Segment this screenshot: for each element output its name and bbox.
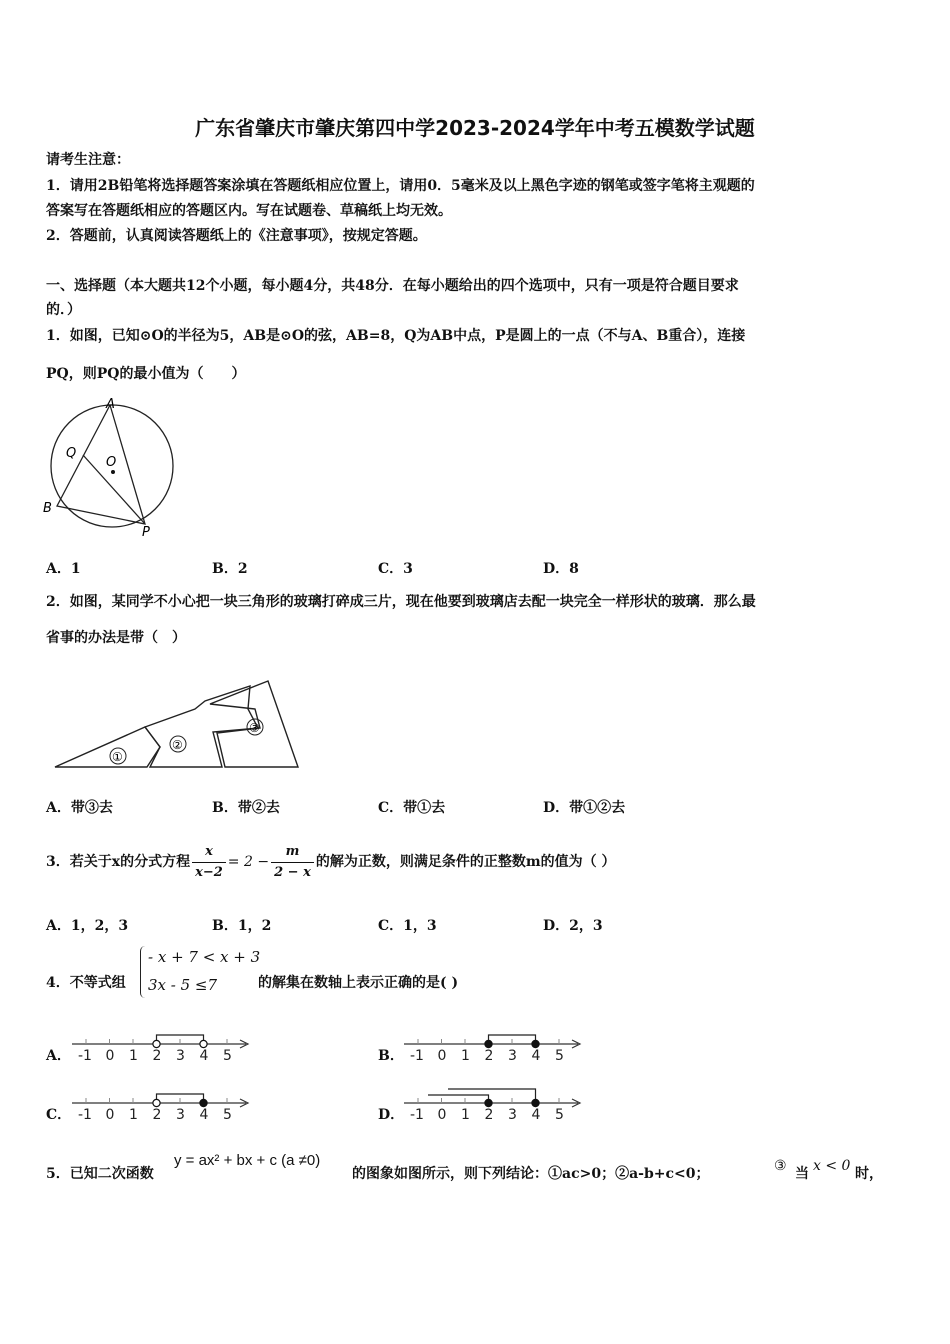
q5-tail-end: 时， xyxy=(855,1166,883,1182)
endpoint-left xyxy=(485,1040,492,1047)
q1-option-a: A．1 xyxy=(46,561,81,577)
q4-option-a-label: A． xyxy=(46,1048,71,1064)
label-b: B xyxy=(43,501,52,516)
endpoint-left xyxy=(153,1099,160,1106)
q4-ineq-2: 3x - 5 ≤7 xyxy=(148,976,218,994)
q4-numberline-b xyxy=(402,1024,587,1066)
q4-option-c-label: C． xyxy=(46,1107,72,1123)
q1-circle-figure xyxy=(42,396,182,541)
label-q: Q xyxy=(66,446,77,461)
q5-tail-circle: ③ xyxy=(774,1158,787,1174)
q3-option-a: A．1，2，3 xyxy=(46,918,129,934)
notice-line-1: 1．请用2B铅笔将选择题答案涂填在答题纸相应位置上，请用0．5毫米及以上黑色字迹的钢笔或签字笔将主观题的 xyxy=(46,178,755,194)
tick-label: 0 xyxy=(105,1107,115,1123)
tick-label: -1 xyxy=(410,1048,424,1064)
page-title: 广东省肇庆市肇庆第四中学2023-2024学年中考五模数学试题 xyxy=(195,116,755,140)
q2-option-a: A．带③去 xyxy=(46,800,113,816)
q4-ineq-1: - x + 7 < x + 3 xyxy=(148,948,261,966)
q3-mid: = 2 − xyxy=(227,854,270,870)
tick-label: 2 xyxy=(152,1107,162,1123)
tick-label: 1 xyxy=(461,1048,470,1064)
tick-label: 4 xyxy=(531,1048,541,1064)
center-point xyxy=(111,470,115,474)
q3-stem xyxy=(46,832,616,892)
q2-option-b: B．带②去 xyxy=(212,800,280,816)
piece-2 xyxy=(145,686,258,767)
endpoint-right xyxy=(532,1040,539,1047)
q4-option-d-label: D． xyxy=(378,1107,405,1123)
q2-glass-figure xyxy=(50,676,310,776)
q1-line-2: PQ，则PQ的最小值为（ ） xyxy=(46,366,246,382)
tick-label: 1 xyxy=(129,1048,138,1064)
q5-mid: 的图象如图所示，则下列结论：①ac>0；②a-b+c<0； xyxy=(352,1166,710,1182)
tick-label: 1 xyxy=(461,1107,470,1123)
q5-prefix: 5．已知二次函数 xyxy=(46,1166,154,1182)
label-a: A xyxy=(106,397,115,412)
label-1: ① xyxy=(112,750,123,764)
q4-option-b-label: B． xyxy=(378,1048,404,1064)
label-p: P xyxy=(142,525,150,540)
notice-line-2: 答案写在答题纸相应的答题区内。写在试题卷、草稿纸上均无效。 xyxy=(46,203,452,219)
solution-ray-left xyxy=(428,1095,489,1103)
q3-fraction-1: $\frac{x}{x-2}$ xyxy=(192,842,226,883)
tick-label: 0 xyxy=(437,1048,447,1064)
q2-option-d: D．带①②去 xyxy=(543,800,626,816)
tick-label: 3 xyxy=(508,1107,517,1123)
q4-brace xyxy=(140,946,145,998)
section1-line-1: 一、选择题（本大题共12个小题，每小题4分，共48分．在每小题给出的四个选项中，只有一项是符合题目要求 xyxy=(46,278,739,294)
notice-heading: 请考生注意： xyxy=(46,152,130,168)
tick-label: 4 xyxy=(199,1048,209,1064)
tick-label: 1 xyxy=(129,1107,138,1123)
tick-label: -1 xyxy=(78,1107,92,1123)
tick-label: 4 xyxy=(531,1107,541,1123)
tick-label: -1 xyxy=(410,1107,424,1123)
tick-label: 0 xyxy=(105,1048,115,1064)
tick-label: 2 xyxy=(152,1048,162,1064)
q1-line-1: 1．如图，已知⊙O的半径为5，AB是⊙O的弦，AB=8，Q为AB中点，P是圆上的一点（不与A、B重合），连接 xyxy=(46,328,746,344)
tick-label: 3 xyxy=(176,1107,185,1123)
section1-line-2: 的．） xyxy=(46,302,81,318)
q1-option-c: C．3 xyxy=(378,561,413,577)
tick-label: 0 xyxy=(437,1107,447,1123)
tick-label: 2 xyxy=(484,1048,494,1064)
q4-suffix: 的解集在数轴上表示正确的是( ) xyxy=(258,975,459,991)
q3-option-b: B．1，2 xyxy=(212,918,272,934)
q3-prefix: 3．若关于x的分式方程 xyxy=(46,854,191,870)
q4-prefix: 4．不等式组 xyxy=(46,975,126,991)
tick-label: 5 xyxy=(555,1048,564,1064)
q3-option-c: C．1，3 xyxy=(378,918,437,934)
endpoint-right xyxy=(532,1099,539,1106)
endpoint-left xyxy=(153,1040,160,1047)
q2-line-1: 2．如图，某同学不小心把一块三角形的玻璃打碎成三片，现在他要到玻璃店去配一块完全一样形状的玻璃．那么最 xyxy=(46,594,756,610)
q3-option-d: D．2，3 xyxy=(543,918,603,934)
piece-1 xyxy=(55,727,160,767)
q5-tail-text: 当 xyxy=(795,1166,809,1182)
tick-label: 4 xyxy=(199,1107,209,1123)
q3-fraction-2: $\frac{m}{2 - x}$ xyxy=(271,842,314,883)
endpoint-left xyxy=(485,1099,492,1106)
q1-option-b: B．2 xyxy=(212,561,248,577)
q1-option-d: D．8 xyxy=(543,561,579,577)
label-3: ③ xyxy=(249,721,260,735)
q2-option-c: C．带①去 xyxy=(378,800,446,816)
q4-numberline-a xyxy=(70,1024,255,1066)
tick-label: 5 xyxy=(223,1048,232,1064)
q3-suffix: 的解为正数，则满足条件的正整数m的值为（ ） xyxy=(315,854,616,870)
label-2: ② xyxy=(172,738,183,752)
tick-label: -1 xyxy=(78,1048,92,1064)
notice-line-3: 2．答题前，认真阅读答题纸上的《注意事项》，按规定答题。 xyxy=(46,228,427,244)
q4-numberline-c xyxy=(70,1083,255,1125)
label-o: O xyxy=(106,455,117,470)
triangle-abp xyxy=(57,405,145,524)
tick-label: 3 xyxy=(176,1048,185,1064)
q5-tail-ineq: x < 0 xyxy=(813,1158,851,1174)
tick-label: 5 xyxy=(555,1107,564,1123)
tick-label: 3 xyxy=(508,1048,517,1064)
endpoint-right xyxy=(200,1040,207,1047)
tick-label: 2 xyxy=(484,1107,494,1123)
tick-label: 5 xyxy=(223,1107,232,1123)
q4-numberline-d xyxy=(402,1081,587,1125)
q5-formula: y = ax² + bx + c (a ≠0) xyxy=(174,1152,321,1169)
q2-line-2: 省事的办法是带（ ） xyxy=(46,630,186,646)
endpoint-right xyxy=(200,1099,207,1106)
